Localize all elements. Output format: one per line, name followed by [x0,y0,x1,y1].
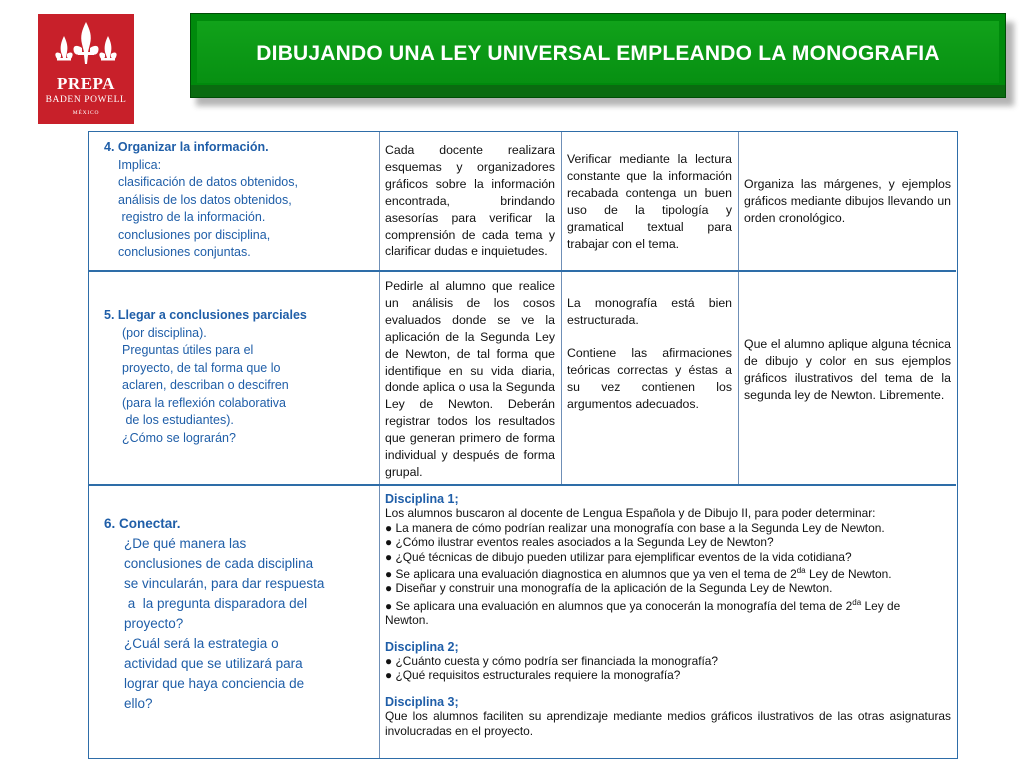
ordinal-sup: da [852,597,862,607]
row-4-line: conclusiones por disciplina, [118,227,271,242]
discipline-1-bullet-tail: Newton. [385,613,429,628]
row-6-line: lograr que haya conciencia de [124,676,305,691]
row-6-heading: 6. Conectar. [104,516,181,531]
row-4-line: análisis de los datos obtenidos, [118,192,292,207]
row-5-teacher-activity: Pedirle al alumno que realice un análisis de los cosos evaluados donde se ve la aplicación de la Segunda Ley de Newton, de tal forma que identifique en su vida diaria, donde aplica o usa la Segunda Ley de Newton. Deberán registrar todos los resultados que generan primero de forma individual y después de forma grupal. [385,279,555,479]
row-6-line: ¿Cuál será la estrategia o [124,636,279,651]
discipline-1-title: Disciplina 1; [385,492,459,506]
fleur-de-lis-icon [38,18,134,74]
discipline-2-title: Disciplina 2; [385,639,459,654]
discipline-1-bullet: ● ¿Cómo ilustrar eventos reales asociados a la Segunda Ley de Newton? [385,535,774,550]
row-4-heading: 4. Organizar la información. [104,140,269,154]
planning-table [88,131,958,759]
row-6-line: se vincularán, para dar respuesta [124,576,325,591]
row-5-step [104,307,374,447]
logo-subtitle: BADEN POWELL [45,95,127,105]
discipline-1-intro: Los alumnos buscaron al docente de Lengua Española y de Dibujo II, para poder determinar: [385,506,876,521]
logo-brand: PREPA [57,74,115,93]
discipline-1-bullet: ● Diseñar y construir una monografía de la aplicación de la Segunda Ley de Newton. [385,581,833,596]
row-5-evaluation-a: La monografía está bien estructurada. [567,296,732,327]
discipline-1-bullet: ● La manera de cómo podrían realizar una monografía con base a la Segunda Ley de Newton. [385,520,885,535]
spacer [385,628,951,640]
logo-country: MÉXICO [72,110,100,116]
column-divider [379,132,380,485]
spacer [385,683,951,695]
column-divider [561,132,562,485]
row-6-line: ello? [124,696,153,711]
row-5-line: proyecto, de tal forma que lo [122,360,281,375]
row-6-line: ¿De qué manera las [124,536,247,551]
row-4-evaluation: Verificar mediante la lectura constante que la información recabada contenga un buen uso de la tipología y gramatical textual para trabajar con el tema. [567,152,732,251]
discipline-1-bullet: ● ¿Qué técnicas de dibujo pueden utilizar para ejemplificar eventos de la vida cotidiana? [385,549,852,564]
row-4-product: Organiza las márgenes, y ejemplos gráficos mediante dibujos llevando un orden cronológico. [744,177,951,225]
row-4-line: Implica: [118,157,162,172]
row-6-line: a la pregunta disparadora del [124,596,308,611]
banner-inner [197,21,999,83]
row-5-line: aclaren, describan o descifren [122,378,289,392]
discipline-1-bullet [385,596,951,613]
row-5-line: ¿Cómo se lograrán? [122,430,236,445]
bullet-text: Ley de [861,598,901,613]
column-divider [379,485,380,758]
bullet-text: ● Se aplicara una evaluación diagnostica en alumnos que ya ven el tema de 2 [385,567,797,581]
row-4-line: registro de la información. [118,210,266,224]
row-5-product: Que el alumno aplique alguna técnica de dibujo y color en sus ejemplos gráficos ilustrativos del tema de la segunda ley de Newton. Libremente. [744,337,951,402]
banner-strip [191,85,1005,97]
row-4-teacher-activity: Cada docente realizara esquemas y organizadores gráficos sobre la información encontrada, brindando asesorías para verificar la comprensión de cada tema y clarificar dudas e inquietudes. [385,143,555,259]
bullet-text: ● Se aplicara una evaluación en alumnos que ya conocerán la monografía del tema de 2 [385,598,853,613]
school-logo [38,14,134,124]
discipline-3-title: Disciplina 3; [385,694,459,709]
column-divider [738,132,739,485]
row-4-line: conclusiones conjuntas. [118,245,251,259]
discipline-1-bullet [385,564,951,581]
row-6-disciplines [385,492,951,738]
row-5-evaluation-b: Contiene las afirmaciones teóricas correctas y éstas a su vez contienen los argumentos adecuados. [567,346,732,411]
row-6-line: conclusiones de cada disciplina [124,556,314,571]
discipline-2-bullet: ● ¿Cuánto cuesta y cómo podría ser financiada la monografía? [385,654,719,668]
row-5-line: de los estudiantes). [122,413,234,427]
row-5-line: Preguntas útiles para el [122,343,254,357]
discipline-2-bullet: ● ¿Qué requisitos estructurales requiere la monografía? [385,668,681,683]
row-6-line: actividad que se utilizará para [124,656,303,671]
title-banner [190,13,1006,98]
row-divider [89,484,956,486]
row-divider [89,270,956,272]
page-title: DIBUJANDO UNA LEY UNIVERSAL EMPLEANDO LA MONOGRAFIA [256,42,940,65]
bullet-text: Ley de Newton. [805,567,892,581]
row-6-step [104,514,374,714]
row-4-step [104,139,374,262]
row-5-heading: 5. Llegar a conclusiones parciales [104,308,307,322]
row-5-line: (por disciplina). [122,325,207,340]
discipline-3-text: Que los alumnos faciliten su aprendizaje mediante medios gráficos ilustrativos de las otras asignaturas involucradas en el proyecto. [385,709,951,738]
row-5-line: (para la reflexión colaborativa [122,395,286,410]
row-4-line: clasificación de datos obtenidos, [118,175,298,189]
row-6-line: proyecto? [124,616,184,631]
ordinal-sup: da [796,566,806,576]
